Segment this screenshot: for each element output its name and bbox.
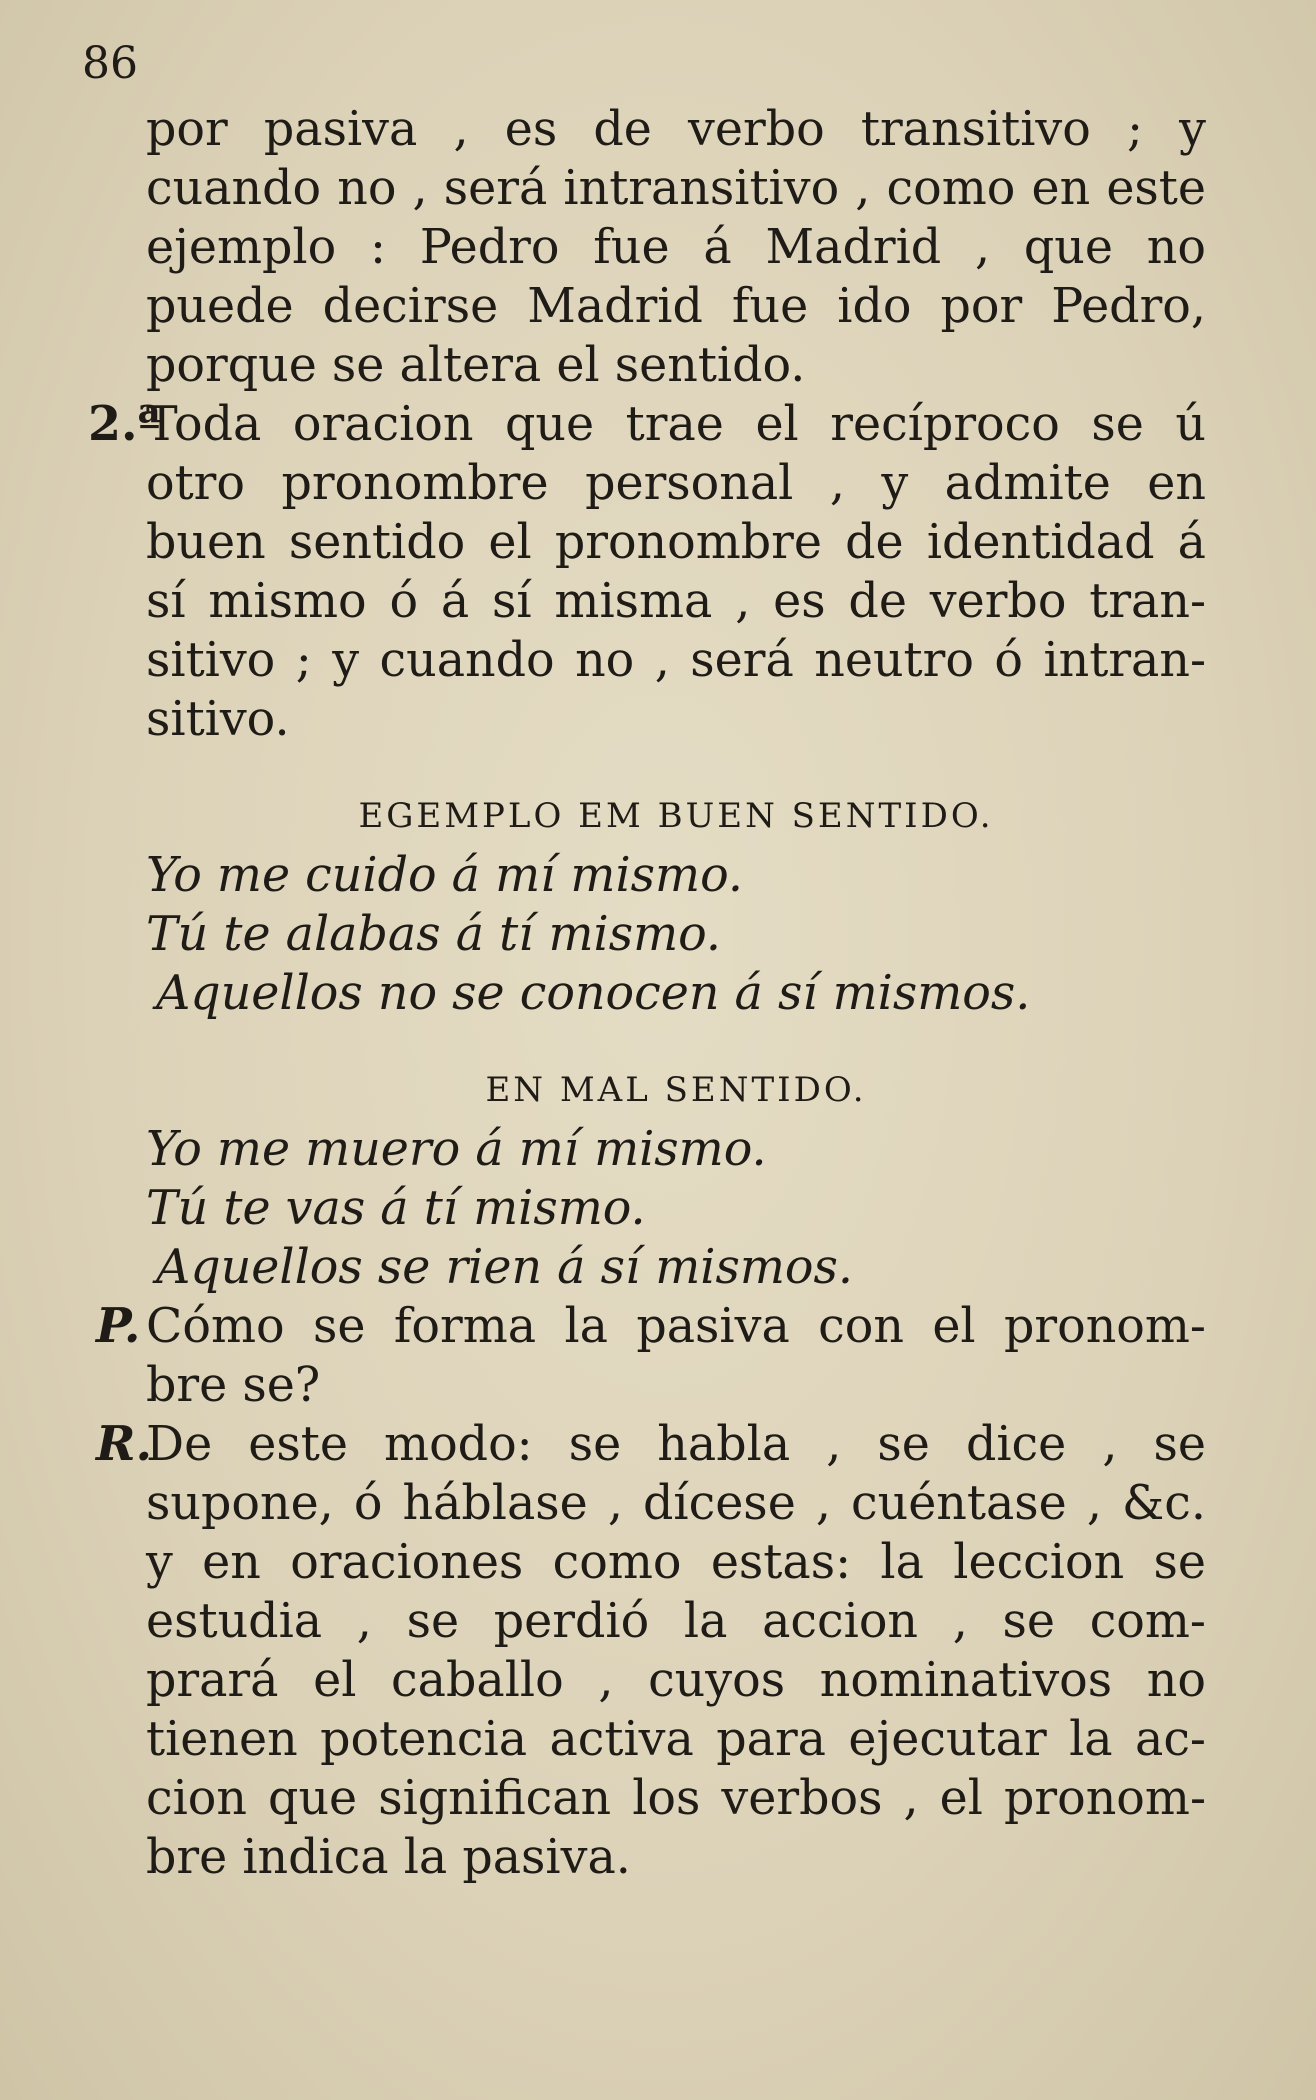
question — [96, 1297, 1206, 1415]
example-line: Yo me cuido á mí mismo. — [146, 848, 743, 903]
text-line: Toda oracion que trae el recíproco se ú — [146, 397, 1206, 452]
text-line: bre indica la pasiva. — [146, 1830, 631, 1885]
page-text — [88, 100, 1206, 1887]
example-line: Aquellos no se conocen á sí mismos. — [156, 966, 1031, 1021]
example-line: Yo me muero á mí mismo. — [146, 1122, 767, 1177]
paragraph-number: 2.ª — [88, 396, 161, 452]
text-line: buen sentido el pronombre de identidad á — [146, 515, 1206, 570]
text-line: ejemplo : Pedro fue á Madrid , que no — [146, 220, 1206, 275]
examples-good — [146, 846, 1206, 1023]
text-line: puede decirse Madrid fue ido por Pedro, — [146, 279, 1206, 334]
page-number: 86 — [82, 38, 138, 89]
answer — [96, 1415, 1206, 1887]
text-line: sitivo. — [146, 692, 290, 747]
example-line: Tú te alabas á tí mismo. — [146, 907, 722, 962]
section-heading-good: EGEMPLO EM BUEN SENTIDO. — [358, 796, 994, 836]
text-line: tienen potencia activa para ejecutar la ac- — [146, 1712, 1206, 1767]
question-marker: P. — [96, 1298, 141, 1354]
paragraph-1 — [146, 100, 1206, 395]
text-line: cion que significan los verbos , el pronom- — [146, 1771, 1206, 1826]
paragraph-2 — [88, 395, 1206, 749]
text-line: por pasiva , es de verbo transitivo ; y — [146, 102, 1206, 157]
text-line: otro pronombre personal , y admite en — [146, 456, 1206, 511]
text-line: prará el caballo , cuyos nominativos no — [146, 1653, 1206, 1708]
example-line: Aquellos se rien á sí mismos. — [156, 1240, 853, 1295]
text-line: sí mismo ó á sí misma , es de verbo tran- — [146, 574, 1206, 629]
text-line: De este modo: se habla , se dice , se — [146, 1417, 1206, 1472]
text-line: bre se? — [146, 1358, 321, 1413]
text-line: porque se altera el sentido. — [146, 338, 806, 393]
example-line: Tú te vas á tí mismo. — [146, 1181, 646, 1236]
text-line: y en oraciones como estas: la leccion se — [146, 1535, 1206, 1590]
section-heading-bad: EN MAL SENTIDO. — [485, 1070, 867, 1110]
examples-bad — [146, 1120, 1206, 1297]
text-line: supone, ó háblase , dícese , cuéntase , &c. — [146, 1476, 1206, 1531]
text-line: estudia , se perdió la accion , se com- — [146, 1594, 1206, 1649]
text-line: Cómo se forma la pasiva con el pronom- — [146, 1299, 1206, 1354]
text-line: sitivo ; y cuando no , será neutro ó intran- — [146, 633, 1206, 688]
text-line: cuando no , será intransitivo , como en este — [146, 161, 1206, 216]
answer-marker: R. — [96, 1416, 153, 1472]
